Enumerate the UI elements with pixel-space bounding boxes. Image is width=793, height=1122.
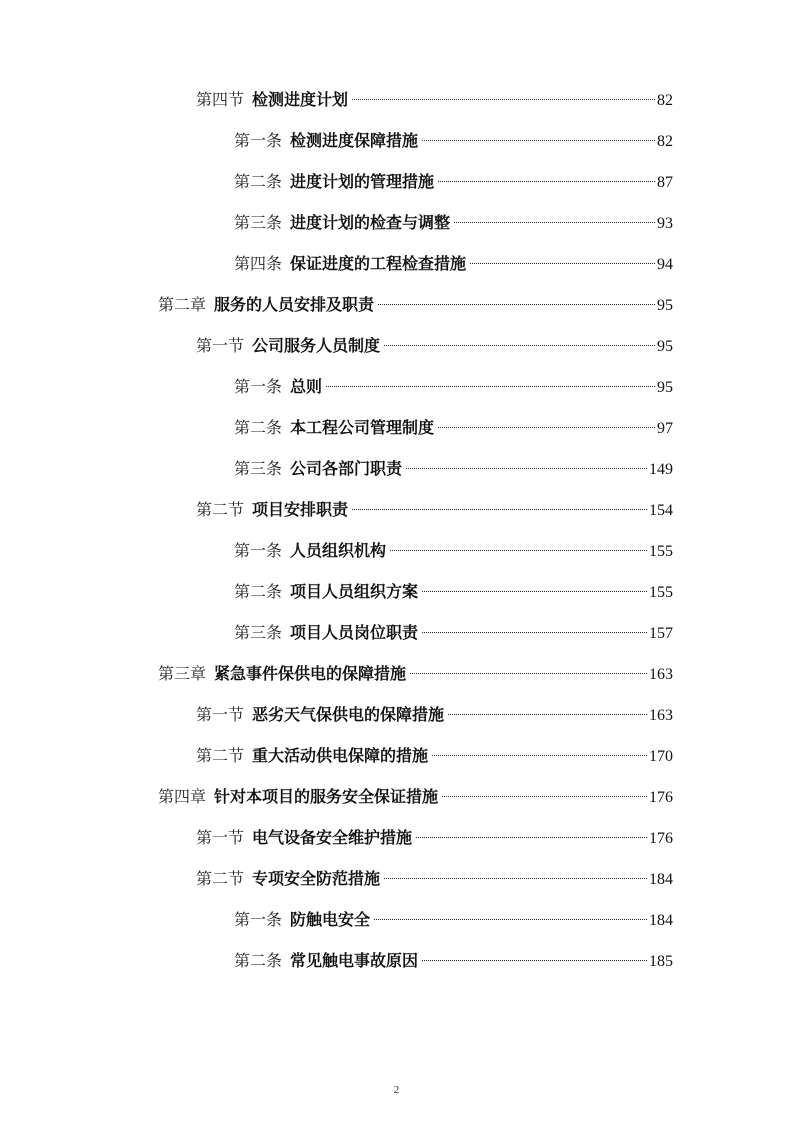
toc-entry-title: 紧急事件保供电的保障措施 xyxy=(214,664,407,683)
toc-entry-number: 第二节 xyxy=(196,746,245,765)
toc-dot-leader xyxy=(378,304,655,305)
toc-dot-leader xyxy=(454,222,655,223)
toc-entry-page: 149 xyxy=(649,461,673,478)
toc-dot-leader xyxy=(416,837,647,838)
toc-entry-title: 人员组织机构 xyxy=(290,541,387,560)
toc-dot-leader xyxy=(422,960,647,961)
toc-entry-page: 155 xyxy=(649,543,673,560)
toc-entry-number: 第四章 xyxy=(158,787,207,806)
toc-entry[interactable] xyxy=(234,416,673,440)
toc-entry-number: 第四条 xyxy=(234,254,283,273)
toc-entry-number: 第三条 xyxy=(234,459,283,478)
toc-entry[interactable] xyxy=(234,375,673,399)
toc-dot-leader xyxy=(352,509,647,510)
toc-dot-leader xyxy=(352,99,655,100)
toc-entry-page: 94 xyxy=(657,256,673,273)
toc-entry-page: 95 xyxy=(657,379,673,396)
toc-dot-leader xyxy=(326,386,655,387)
toc-entry-page: 163 xyxy=(649,666,673,683)
toc-entry-number: 第一节 xyxy=(196,336,245,355)
toc-entry[interactable] xyxy=(196,703,673,727)
toc-entry-page: 97 xyxy=(657,420,673,437)
toc-entry[interactable] xyxy=(158,293,673,317)
toc-entry-title: 电气设备安全维护措施 xyxy=(252,828,413,847)
page-number: 2 xyxy=(393,1084,400,1096)
toc-entry-page: 82 xyxy=(657,133,673,150)
toc-entry[interactable] xyxy=(234,949,673,973)
toc-entry-page: 87 xyxy=(657,174,673,191)
toc-entry-title: 本工程公司管理制度 xyxy=(290,418,435,437)
toc-entry[interactable] xyxy=(234,908,673,932)
toc-entry[interactable] xyxy=(234,539,673,563)
toc-entry-title: 项目安排职责 xyxy=(252,500,349,519)
toc-entry-page: 176 xyxy=(649,830,673,847)
toc-entry-title: 进度计划的管理措施 xyxy=(290,172,435,191)
toc-dot-leader xyxy=(438,427,655,428)
toc-entry-number: 第二节 xyxy=(196,869,245,888)
toc-entry-page: 95 xyxy=(657,297,673,314)
toc-entry[interactable] xyxy=(234,170,673,194)
toc-dot-leader xyxy=(438,181,655,182)
toc-entry-title: 常见触电事故原因 xyxy=(290,951,419,970)
toc-entry-page: 184 xyxy=(649,871,673,888)
toc-dot-leader xyxy=(422,591,647,592)
toc-entry-number: 第二条 xyxy=(234,951,283,970)
toc-entry-title: 进度计划的检查与调整 xyxy=(290,213,451,232)
toc-entry-title: 项目人员组织方案 xyxy=(290,582,419,601)
toc-entry[interactable] xyxy=(158,662,673,686)
toc-entry-title: 恶劣天气保供电的保障措施 xyxy=(252,705,445,724)
toc-entry-title: 保证进度的工程检查措施 xyxy=(290,254,467,273)
toc-entry-number: 第一条 xyxy=(234,910,283,929)
toc-entry[interactable] xyxy=(158,785,673,809)
toc-entry-title: 公司各部门职责 xyxy=(290,459,403,478)
toc-entry[interactable] xyxy=(234,621,673,645)
toc-entry[interactable] xyxy=(234,129,673,153)
toc-entry-number: 第二章 xyxy=(158,295,207,314)
toc-entry[interactable] xyxy=(196,744,673,768)
toc-entry-title: 公司服务人员制度 xyxy=(252,336,381,355)
toc-entry-page: 157 xyxy=(649,625,673,642)
toc-dot-leader xyxy=(410,673,647,674)
toc-entry[interactable] xyxy=(234,457,673,481)
toc-entry-title: 防触电安全 xyxy=(290,910,371,929)
toc-entry-number: 第四节 xyxy=(196,90,245,109)
toc-entry-number: 第一条 xyxy=(234,541,283,560)
toc-entry-title: 项目人员岗位职责 xyxy=(290,623,419,642)
toc-entry-title: 重大活动供电保障的措施 xyxy=(252,746,429,765)
toc-entry-title: 检测进度保障措施 xyxy=(290,131,419,150)
toc-dot-leader xyxy=(384,345,655,346)
toc-entry-page: 184 xyxy=(649,912,673,929)
toc-dot-leader xyxy=(448,714,647,715)
toc-entry-number: 第一条 xyxy=(234,131,283,150)
toc-entry-page: 163 xyxy=(649,707,673,724)
toc-entry[interactable] xyxy=(196,867,673,891)
toc-dot-leader xyxy=(432,755,647,756)
toc-entry-page: 185 xyxy=(649,953,673,970)
toc-dot-leader xyxy=(470,263,655,264)
toc-entry-number: 第一节 xyxy=(196,828,245,847)
toc-entry-title: 针对本项目的服务安全保证措施 xyxy=(214,787,439,806)
toc-dot-leader xyxy=(374,919,647,920)
toc-entry-page: 95 xyxy=(657,338,673,355)
toc-dot-leader xyxy=(442,796,647,797)
toc-entry-number: 第三条 xyxy=(234,623,283,642)
toc-entry-number: 第三章 xyxy=(158,664,207,683)
toc-entry-title: 检测进度计划 xyxy=(252,90,349,109)
toc-entry[interactable] xyxy=(234,580,673,604)
toc-dot-leader xyxy=(406,468,647,469)
toc-dot-leader xyxy=(422,632,647,633)
toc-entry[interactable] xyxy=(234,211,673,235)
toc-entry[interactable] xyxy=(234,252,673,276)
toc-entry[interactable] xyxy=(196,498,673,522)
toc-entry[interactable] xyxy=(196,334,673,358)
toc-dot-leader xyxy=(422,140,655,141)
toc-entry-number: 第二条 xyxy=(234,418,283,437)
toc-dot-leader xyxy=(384,878,647,879)
toc-entry[interactable] xyxy=(196,88,673,112)
toc-entry-number: 第一节 xyxy=(196,705,245,724)
toc-entry-page: 93 xyxy=(657,215,673,232)
toc-entry-title: 服务的人员安排及职责 xyxy=(214,295,375,314)
toc-entry-page: 155 xyxy=(649,584,673,601)
toc-entry-page: 82 xyxy=(657,92,673,109)
toc-entry-page: 170 xyxy=(649,748,673,765)
toc-entry-page: 176 xyxy=(649,789,673,806)
toc-entry-number: 第二条 xyxy=(234,172,283,191)
toc-entry-title: 总则 xyxy=(290,377,323,396)
toc-entry-number: 第二节 xyxy=(196,500,245,519)
toc-entry-page: 154 xyxy=(649,502,673,519)
toc-entry-title: 专项安全防范措施 xyxy=(252,869,381,888)
toc-dot-leader xyxy=(390,550,647,551)
toc-entry-number: 第三条 xyxy=(234,213,283,232)
toc-entry[interactable] xyxy=(196,826,673,850)
toc-entry-number: 第一条 xyxy=(234,377,283,396)
toc-entry-number: 第二条 xyxy=(234,582,283,601)
